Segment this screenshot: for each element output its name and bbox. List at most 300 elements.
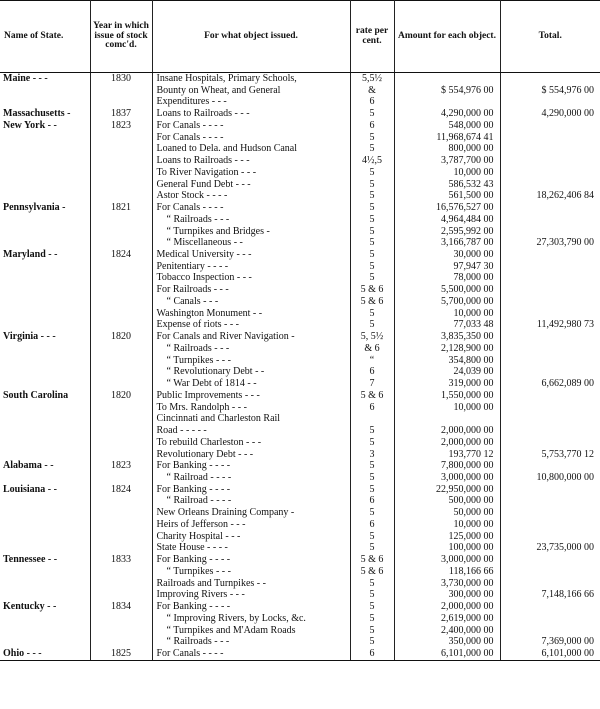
rate-cell: “ bbox=[350, 355, 394, 367]
table-row bbox=[0, 272, 600, 284]
total-cell bbox=[500, 425, 600, 437]
rate-cell: 6 bbox=[350, 366, 394, 378]
table-body bbox=[0, 73, 600, 661]
total-cell bbox=[500, 296, 600, 308]
state-cell bbox=[0, 636, 90, 648]
rate-cell: 6 bbox=[350, 402, 394, 414]
table-row bbox=[0, 554, 600, 566]
amount-cell: 24,039 00 bbox=[394, 366, 500, 378]
header-amount: Amount for each object. bbox=[394, 1, 500, 73]
amount-cell bbox=[394, 73, 500, 85]
total-cell bbox=[500, 179, 600, 191]
table-row bbox=[0, 355, 600, 367]
state-cell bbox=[0, 413, 90, 425]
object-cell: “ Turnpikes - - - bbox=[152, 566, 350, 578]
rate-cell: 5 & 6 bbox=[350, 554, 394, 566]
total-cell bbox=[500, 202, 600, 214]
amount-cell: 319,000 00 bbox=[394, 378, 500, 390]
table-row bbox=[0, 636, 600, 648]
object-cell: “ Revolutionary Debt - - bbox=[152, 366, 350, 378]
rate-cell: 5 bbox=[350, 531, 394, 543]
state-cell bbox=[0, 519, 90, 531]
state-cell: Maryland - - bbox=[0, 249, 90, 261]
total-cell bbox=[500, 249, 600, 261]
total-cell: 11,492,980 73 bbox=[500, 319, 600, 331]
rate-cell: 5 bbox=[350, 272, 394, 284]
table-row bbox=[0, 120, 600, 132]
rate-cell: 7 bbox=[350, 378, 394, 390]
object-cell: Loaned to Dela. and Hudson Canal bbox=[152, 143, 350, 155]
object-cell: “ Railroad - - - - bbox=[152, 495, 350, 507]
table-row bbox=[0, 531, 600, 543]
total-cell bbox=[500, 531, 600, 543]
year-cell: 1824 bbox=[90, 249, 152, 261]
rate-cell: 5 bbox=[350, 261, 394, 273]
amount-cell: 586,532 43 bbox=[394, 179, 500, 191]
year-cell: 1825 bbox=[90, 648, 152, 660]
total-cell bbox=[500, 272, 600, 284]
total-cell bbox=[500, 155, 600, 167]
amount-cell: 2,400,000 00 bbox=[394, 625, 500, 637]
rate-cell: 5 bbox=[350, 319, 394, 331]
year-cell bbox=[90, 214, 152, 226]
amount-cell: 10,000 00 bbox=[394, 167, 500, 179]
amount-cell: 6,101,000 00 bbox=[394, 648, 500, 660]
year-cell: 1837 bbox=[90, 108, 152, 120]
total-cell bbox=[500, 437, 600, 449]
year-cell bbox=[90, 155, 152, 167]
state-cell bbox=[0, 179, 90, 191]
state-cell bbox=[0, 355, 90, 367]
rate-cell: 4½,5 bbox=[350, 155, 394, 167]
total-cell: 4,290,000 00 bbox=[500, 108, 600, 120]
amount-cell: 2,000,000 00 bbox=[394, 437, 500, 449]
amount-cell: 548,000 00 bbox=[394, 120, 500, 132]
table-row bbox=[0, 648, 600, 660]
state-cell bbox=[0, 613, 90, 625]
rate-cell: 6 bbox=[350, 96, 394, 108]
rate-cell: 5 bbox=[350, 108, 394, 120]
amount-cell: 4,290,000 00 bbox=[394, 108, 500, 120]
header-year: Year in which issue of stock comc'd. bbox=[90, 1, 152, 73]
rate-cell: 3 bbox=[350, 449, 394, 461]
table-row bbox=[0, 190, 600, 202]
object-cell: Charity Hospital - - - bbox=[152, 531, 350, 543]
total-cell: 7,148,166 66 bbox=[500, 589, 600, 601]
state-cell bbox=[0, 296, 90, 308]
amount-cell: 3,730,000 00 bbox=[394, 578, 500, 590]
state-cell bbox=[0, 85, 90, 97]
year-cell bbox=[90, 519, 152, 531]
rate-cell: 5 bbox=[350, 179, 394, 191]
year-cell bbox=[90, 190, 152, 202]
year-cell bbox=[90, 308, 152, 320]
state-cell bbox=[0, 308, 90, 320]
object-cell: Penitentiary - - - - bbox=[152, 261, 350, 273]
total-cell bbox=[500, 355, 600, 367]
object-cell: New Orleans Draining Company - bbox=[152, 507, 350, 519]
object-cell: For Canals - - - - bbox=[152, 132, 350, 144]
state-cell bbox=[0, 214, 90, 226]
object-cell: To Mrs. Randolph - - - bbox=[152, 402, 350, 414]
state-cell bbox=[0, 132, 90, 144]
year-cell: 1821 bbox=[90, 202, 152, 214]
state-cell: Louisiana - - bbox=[0, 484, 90, 496]
amount-cell: 193,770 12 bbox=[394, 449, 500, 461]
rate-cell: 5 & 6 bbox=[350, 566, 394, 578]
state-cell bbox=[0, 96, 90, 108]
amount-cell: 7,800,000 00 bbox=[394, 460, 500, 472]
state-cell bbox=[0, 425, 90, 437]
rate-cell: 5 bbox=[350, 226, 394, 238]
year-cell bbox=[90, 167, 152, 179]
object-cell: Loans to Railroads - - - bbox=[152, 155, 350, 167]
rate-cell: 5 bbox=[350, 578, 394, 590]
state-cell bbox=[0, 531, 90, 543]
total-cell bbox=[500, 566, 600, 578]
rate-cell: 5,5½ bbox=[350, 73, 394, 85]
total-cell bbox=[500, 120, 600, 132]
state-cell bbox=[0, 261, 90, 273]
year-cell: 1820 bbox=[90, 390, 152, 402]
object-cell: To River Navigation - - - bbox=[152, 167, 350, 179]
total-cell bbox=[500, 390, 600, 402]
table-row bbox=[0, 378, 600, 390]
object-cell: “ Railroads - - - bbox=[152, 636, 350, 648]
year-cell bbox=[90, 449, 152, 461]
year-cell bbox=[90, 413, 152, 425]
rate-cell: 5 bbox=[350, 625, 394, 637]
state-cell: Ohio - - - bbox=[0, 648, 90, 660]
object-cell: For Canals and River Navigation - bbox=[152, 331, 350, 343]
year-cell bbox=[90, 495, 152, 507]
table-row bbox=[0, 226, 600, 238]
state-cell bbox=[0, 190, 90, 202]
amount-cell: 30,000 00 bbox=[394, 249, 500, 261]
table-row bbox=[0, 578, 600, 590]
rate-cell: 5 bbox=[350, 249, 394, 261]
amount-cell: 2,000,000 00 bbox=[394, 601, 500, 613]
year-cell bbox=[90, 402, 152, 414]
rate-cell: 5 bbox=[350, 132, 394, 144]
table-row bbox=[0, 214, 600, 226]
amount-cell: 10,000 00 bbox=[394, 308, 500, 320]
year-cell bbox=[90, 319, 152, 331]
table-row bbox=[0, 437, 600, 449]
table-row bbox=[0, 402, 600, 414]
amount-cell: 16,576,527 00 bbox=[394, 202, 500, 214]
table-row bbox=[0, 143, 600, 155]
amount-cell: $ 554,976 00 bbox=[394, 85, 500, 97]
total-cell bbox=[500, 507, 600, 519]
object-cell: For Canals - - - - bbox=[152, 120, 350, 132]
state-cell bbox=[0, 284, 90, 296]
table-row bbox=[0, 566, 600, 578]
table-row bbox=[0, 542, 600, 554]
year-cell bbox=[90, 143, 152, 155]
object-cell: For Canals - - - - bbox=[152, 202, 350, 214]
state-cell bbox=[0, 437, 90, 449]
object-cell: “ Railroad - - - - bbox=[152, 472, 350, 484]
total-cell bbox=[500, 366, 600, 378]
state-cell bbox=[0, 625, 90, 637]
amount-cell: 100,000 00 bbox=[394, 542, 500, 554]
object-cell: For Banking - - - - bbox=[152, 460, 350, 472]
total-cell: 27,303,790 00 bbox=[500, 237, 600, 249]
amount-cell: 3,000,000 00 bbox=[394, 472, 500, 484]
object-cell: Revolutionary Debt - - - bbox=[152, 449, 350, 461]
year-cell bbox=[90, 226, 152, 238]
object-cell: State House - - - - bbox=[152, 542, 350, 554]
total-cell: 6,662,089 00 bbox=[500, 378, 600, 390]
rate-cell: 5 bbox=[350, 167, 394, 179]
state-cell bbox=[0, 449, 90, 461]
table-row bbox=[0, 601, 600, 613]
rate-cell: 5, 5½ bbox=[350, 331, 394, 343]
amount-cell: 350,000 00 bbox=[394, 636, 500, 648]
total-cell bbox=[500, 460, 600, 472]
header-rate: rate per cent. bbox=[350, 1, 394, 73]
table-row bbox=[0, 390, 600, 402]
total-cell: 5,753,770 12 bbox=[500, 449, 600, 461]
total-cell bbox=[500, 413, 600, 425]
table-row bbox=[0, 472, 600, 484]
object-cell: Improving Rivers - - - bbox=[152, 589, 350, 601]
state-cell bbox=[0, 237, 90, 249]
state-cell: South Carolina bbox=[0, 390, 90, 402]
state-cell bbox=[0, 155, 90, 167]
year-cell bbox=[90, 425, 152, 437]
object-cell: For Banking - - - - bbox=[152, 484, 350, 496]
rate-cell: 5 bbox=[350, 542, 394, 554]
state-cell: Tennessee - - bbox=[0, 554, 90, 566]
state-cell bbox=[0, 143, 90, 155]
state-cell: Maine - - - bbox=[0, 73, 90, 85]
object-cell: “ Miscellaneous - - bbox=[152, 237, 350, 249]
table-row bbox=[0, 179, 600, 191]
state-cell bbox=[0, 507, 90, 519]
object-cell: Expenditures - - - bbox=[152, 96, 350, 108]
year-cell: 1823 bbox=[90, 460, 152, 472]
total-cell bbox=[500, 625, 600, 637]
rate-cell: 5 bbox=[350, 202, 394, 214]
state-cell bbox=[0, 472, 90, 484]
amount-cell: 97,947 30 bbox=[394, 261, 500, 273]
amount-cell: 3,835,350 00 bbox=[394, 331, 500, 343]
table-row bbox=[0, 167, 600, 179]
state-cell: Virginia - - - bbox=[0, 331, 90, 343]
year-cell bbox=[90, 355, 152, 367]
rate-cell: 5 bbox=[350, 484, 394, 496]
object-cell: “ Improving Rivers, by Locks, &c. bbox=[152, 613, 350, 625]
amount-cell: 118,166 66 bbox=[394, 566, 500, 578]
amount-cell: 50,000 00 bbox=[394, 507, 500, 519]
amount-cell: 125,000 00 bbox=[394, 531, 500, 543]
object-cell: “ War Debt of 1814 - - bbox=[152, 378, 350, 390]
amount-cell: 354,800 00 bbox=[394, 355, 500, 367]
object-cell: To rebuild Charleston - - - bbox=[152, 437, 350, 449]
table-row bbox=[0, 202, 600, 214]
state-cell: New York - - bbox=[0, 120, 90, 132]
state-cell bbox=[0, 402, 90, 414]
total-cell bbox=[500, 261, 600, 273]
amount-cell: 2,128,900 00 bbox=[394, 343, 500, 355]
amount-cell: 3,787,700 00 bbox=[394, 155, 500, 167]
object-cell: Tobacco Inspection - - - bbox=[152, 272, 350, 284]
amount-cell: 4,964,484 00 bbox=[394, 214, 500, 226]
rate-cell: 6 bbox=[350, 495, 394, 507]
total-cell bbox=[500, 143, 600, 155]
object-cell: Washington Monument - - bbox=[152, 308, 350, 320]
rate-cell: 5 bbox=[350, 237, 394, 249]
year-cell bbox=[90, 296, 152, 308]
total-cell bbox=[500, 484, 600, 496]
state-cell bbox=[0, 366, 90, 378]
table-row bbox=[0, 495, 600, 507]
table-row bbox=[0, 449, 600, 461]
state-cell bbox=[0, 542, 90, 554]
rate-cell: 5 bbox=[350, 460, 394, 472]
state-cell bbox=[0, 319, 90, 331]
rate-cell: 5 bbox=[350, 589, 394, 601]
total-cell bbox=[500, 519, 600, 531]
amount-cell: 2,595,992 00 bbox=[394, 226, 500, 238]
total-cell bbox=[500, 331, 600, 343]
amount-cell: 10,000 00 bbox=[394, 519, 500, 531]
year-cell bbox=[90, 566, 152, 578]
rate-cell: 6 bbox=[350, 120, 394, 132]
object-cell: For Banking - - - - bbox=[152, 554, 350, 566]
amount-cell: 800,000 00 bbox=[394, 143, 500, 155]
rate-cell bbox=[350, 413, 394, 425]
total-cell bbox=[500, 402, 600, 414]
table-row bbox=[0, 413, 600, 425]
table-row bbox=[0, 155, 600, 167]
year-cell bbox=[90, 179, 152, 191]
year-cell bbox=[90, 284, 152, 296]
table-row bbox=[0, 261, 600, 273]
total-cell bbox=[500, 554, 600, 566]
state-cell: Kentucky - - bbox=[0, 601, 90, 613]
rate-cell: 5 bbox=[350, 472, 394, 484]
table-row bbox=[0, 484, 600, 496]
year-cell bbox=[90, 589, 152, 601]
rate-cell: & 6 bbox=[350, 343, 394, 355]
state-cell bbox=[0, 272, 90, 284]
total-cell: $ 554,976 00 bbox=[500, 85, 600, 97]
rate-cell: 5 bbox=[350, 190, 394, 202]
total-cell bbox=[500, 343, 600, 355]
object-cell: “ Turnpikes - - - bbox=[152, 355, 350, 367]
object-cell: “ Turnpikes and M'Adam Roads bbox=[152, 625, 350, 637]
table-row bbox=[0, 519, 600, 531]
object-cell: Astor Stock - - - - bbox=[152, 190, 350, 202]
rate-cell: 5 bbox=[350, 613, 394, 625]
rate-cell: 5 & 6 bbox=[350, 390, 394, 402]
year-cell: 1820 bbox=[90, 331, 152, 343]
year-cell bbox=[90, 96, 152, 108]
object-cell: Cincinnati and Charleston Rail bbox=[152, 413, 350, 425]
state-cell bbox=[0, 167, 90, 179]
total-cell: 6,101,000 00 bbox=[500, 648, 600, 660]
year-cell bbox=[90, 132, 152, 144]
year-cell: 1823 bbox=[90, 120, 152, 132]
state-cell bbox=[0, 578, 90, 590]
table-row bbox=[0, 589, 600, 601]
table-row bbox=[0, 96, 600, 108]
table-row bbox=[0, 366, 600, 378]
amount-cell: 2,000,000 00 bbox=[394, 425, 500, 437]
table-row bbox=[0, 132, 600, 144]
rate-cell: 5 & 6 bbox=[350, 284, 394, 296]
amount-cell: 22,950,000 00 bbox=[394, 484, 500, 496]
table-row bbox=[0, 308, 600, 320]
amount-cell: 561,500 00 bbox=[394, 190, 500, 202]
object-cell: General Fund Debt - - - bbox=[152, 179, 350, 191]
year-cell: 1833 bbox=[90, 554, 152, 566]
state-cell bbox=[0, 343, 90, 355]
amount-cell bbox=[394, 96, 500, 108]
amount-cell: 500,000 00 bbox=[394, 495, 500, 507]
total-cell bbox=[500, 578, 600, 590]
amount-cell: 1,550,000 00 bbox=[394, 390, 500, 402]
total-cell bbox=[500, 613, 600, 625]
object-cell: “ Railroads - - - bbox=[152, 343, 350, 355]
amount-cell: 2,619,000 00 bbox=[394, 613, 500, 625]
table-row bbox=[0, 85, 600, 97]
rate-cell: 5 bbox=[350, 636, 394, 648]
total-cell bbox=[500, 226, 600, 238]
header-total: Total. bbox=[500, 1, 600, 73]
year-cell bbox=[90, 531, 152, 543]
object-cell: Road - - - - - bbox=[152, 425, 350, 437]
state-cell bbox=[0, 378, 90, 390]
amount-cell: 5,700,000 00 bbox=[394, 296, 500, 308]
amount-cell bbox=[394, 413, 500, 425]
table-row bbox=[0, 296, 600, 308]
year-cell bbox=[90, 366, 152, 378]
header-object: For what object issued. bbox=[152, 1, 350, 73]
state-cell bbox=[0, 226, 90, 238]
state-cell bbox=[0, 566, 90, 578]
table-row bbox=[0, 425, 600, 437]
object-cell: “ Turnpikes and Bridges - bbox=[152, 226, 350, 238]
object-cell: Loans to Railroads - - - bbox=[152, 108, 350, 120]
table-row bbox=[0, 507, 600, 519]
object-cell: Expense of riots - - - bbox=[152, 319, 350, 331]
year-cell bbox=[90, 578, 152, 590]
year-cell bbox=[90, 237, 152, 249]
object-cell: For Banking - - - - bbox=[152, 601, 350, 613]
amount-cell: 5,500,000 00 bbox=[394, 284, 500, 296]
object-cell: Public Improvements - - - bbox=[152, 390, 350, 402]
rate-cell: 5 bbox=[350, 308, 394, 320]
table-row bbox=[0, 343, 600, 355]
state-cell bbox=[0, 495, 90, 507]
object-cell: Medical University - - - bbox=[152, 249, 350, 261]
year-cell bbox=[90, 613, 152, 625]
table-row bbox=[0, 460, 600, 472]
amount-cell: 77,033 48 bbox=[394, 319, 500, 331]
state-cell: Alabama - - bbox=[0, 460, 90, 472]
year-cell: 1824 bbox=[90, 484, 152, 496]
year-cell bbox=[90, 378, 152, 390]
header-state: Name of State. bbox=[0, 1, 90, 73]
year-cell bbox=[90, 85, 152, 97]
total-cell bbox=[500, 284, 600, 296]
total-cell: 18,262,406 84 bbox=[500, 190, 600, 202]
total-cell bbox=[500, 601, 600, 613]
